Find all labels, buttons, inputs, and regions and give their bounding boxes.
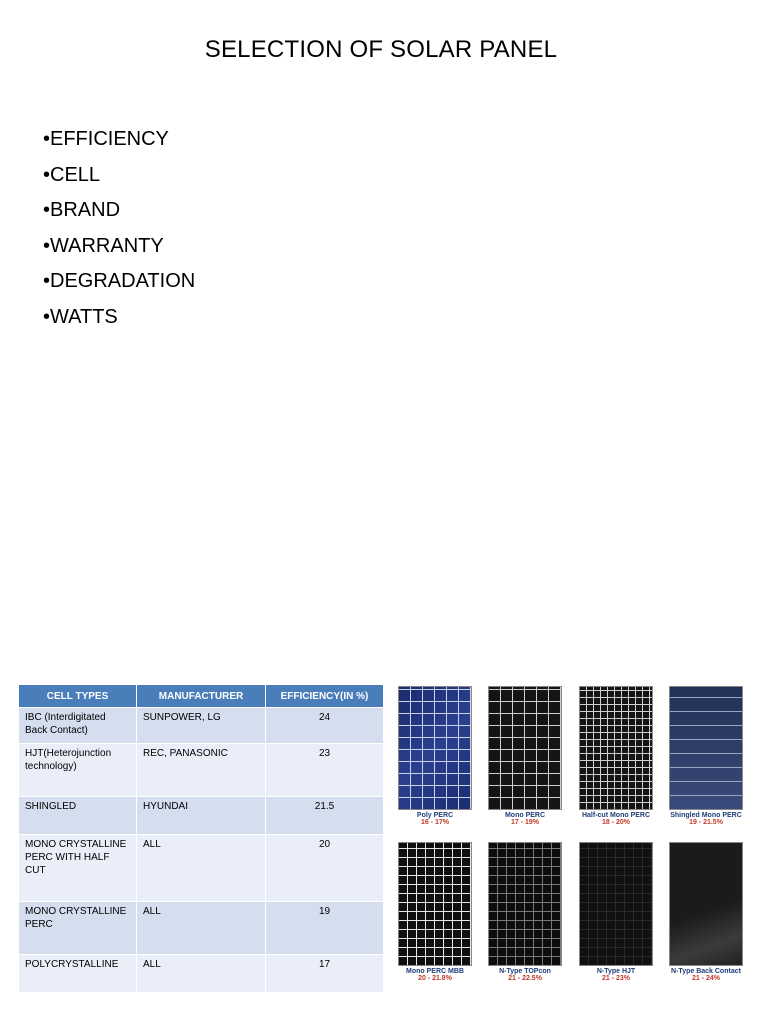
- cell-type: SHINGLED: [19, 797, 137, 835]
- criteria-list: [43, 125, 195, 338]
- panel-name: Mono PERC MBB: [406, 968, 464, 975]
- manufacturer: ALL: [137, 902, 266, 955]
- panel-efficiency: 19 - 21.5%: [689, 819, 723, 826]
- page-title: SELECTION OF SOLAR PANEL: [204, 36, 558, 63]
- panel-card: [488, 686, 562, 826]
- efficiency: 20: [266, 835, 384, 902]
- efficiency: 23: [266, 744, 384, 797]
- panel-efficiency: 17 - 19%: [510, 819, 540, 826]
- cell-type: MONO CRYSTALLINE PERC: [19, 902, 137, 955]
- mono-perc-mbb-panel-image: [398, 842, 472, 966]
- cell-type: HJT(Heterojunction technology): [19, 744, 137, 797]
- efficiency: 19: [266, 902, 384, 955]
- panel-efficiency: 21 - 24%: [691, 975, 721, 982]
- cell-type: IBC (Interdigitated Back Contact): [19, 708, 137, 744]
- table-row: [19, 744, 384, 797]
- shingled-mono-perc-panel-image: [669, 686, 743, 810]
- panel-efficiency: 20 - 21.8%: [418, 975, 452, 982]
- efficiency: 24: [266, 708, 384, 744]
- table-row: [19, 902, 384, 955]
- mono-perc-panel-image: [488, 686, 562, 810]
- panel-card: [398, 842, 472, 982]
- panel-efficiency: 21 - 22.5%: [508, 975, 542, 982]
- manufacturer: HYUNDAI: [137, 797, 266, 835]
- panel-name: Mono PERC: [504, 812, 546, 819]
- table-row: [19, 955, 384, 993]
- cell-types-table: [18, 684, 384, 993]
- panel-name: Half-cut Mono PERC: [581, 812, 651, 819]
- table-header-row: [19, 685, 384, 708]
- cell-type: POLYCRYSTALLINE: [19, 955, 137, 993]
- header-manufacturer: MANUFACTURER: [137, 685, 266, 708]
- criteria-item: •BRAND: [43, 199, 121, 221]
- efficiency: 17: [266, 955, 384, 993]
- efficiency: 21.5: [266, 797, 384, 835]
- poly-perc-panel-image: [398, 686, 472, 810]
- n-type-back-contact-panel-image: [669, 842, 743, 966]
- criteria-item: •WATTS: [43, 305, 118, 328]
- header-efficiency: EFFICIENCY(IN %): [266, 685, 384, 708]
- manufacturer: ALL: [137, 835, 266, 902]
- panel-name: N-Type Back Contact: [671, 968, 741, 975]
- panel-card: [579, 686, 653, 826]
- panel-efficiency: 18 - 20%: [601, 819, 631, 826]
- panel-card: [488, 842, 562, 982]
- table-row: [19, 797, 384, 835]
- panel-card: [669, 842, 743, 982]
- criteria-item: •DEGRADATION: [43, 270, 196, 292]
- n-type-topcon-panel-image: [488, 842, 562, 966]
- criteria-item: •EFFICIENCY: [43, 128, 169, 150]
- n-type-hjt-panel-image: [579, 842, 653, 966]
- criteria-item: •CELL: [43, 163, 101, 186]
- panel-name: Poly PERC: [416, 812, 454, 819]
- panel-efficiency: 21 - 23%: [601, 975, 631, 982]
- panel-card: [398, 686, 472, 826]
- manufacturer: SUNPOWER, LG: [137, 708, 266, 744]
- panel-efficiency: 16 - 17%: [420, 819, 450, 826]
- header-cell-types: CELL TYPES: [19, 685, 137, 708]
- manufacturer: REC, PANASONIC: [137, 744, 266, 797]
- half-cut-mono-perc-panel-image: [579, 686, 653, 810]
- cell-type: MONO CRYSTALLINE PERC WITH HALF CUT: [19, 835, 137, 902]
- table-row: [19, 708, 384, 744]
- panel-types-figure: [394, 684, 760, 994]
- panel-card: [579, 842, 653, 982]
- criteria-item: •WARRANTY: [43, 234, 164, 257]
- panel-name: N-Type TOPcon: [499, 968, 551, 975]
- manufacturer: ALL: [137, 955, 266, 993]
- panel-name: Shingled Mono PERC: [670, 812, 742, 819]
- panel-name: N-Type HJT: [596, 968, 636, 975]
- table-row: [19, 835, 384, 902]
- panel-card: [669, 686, 743, 826]
